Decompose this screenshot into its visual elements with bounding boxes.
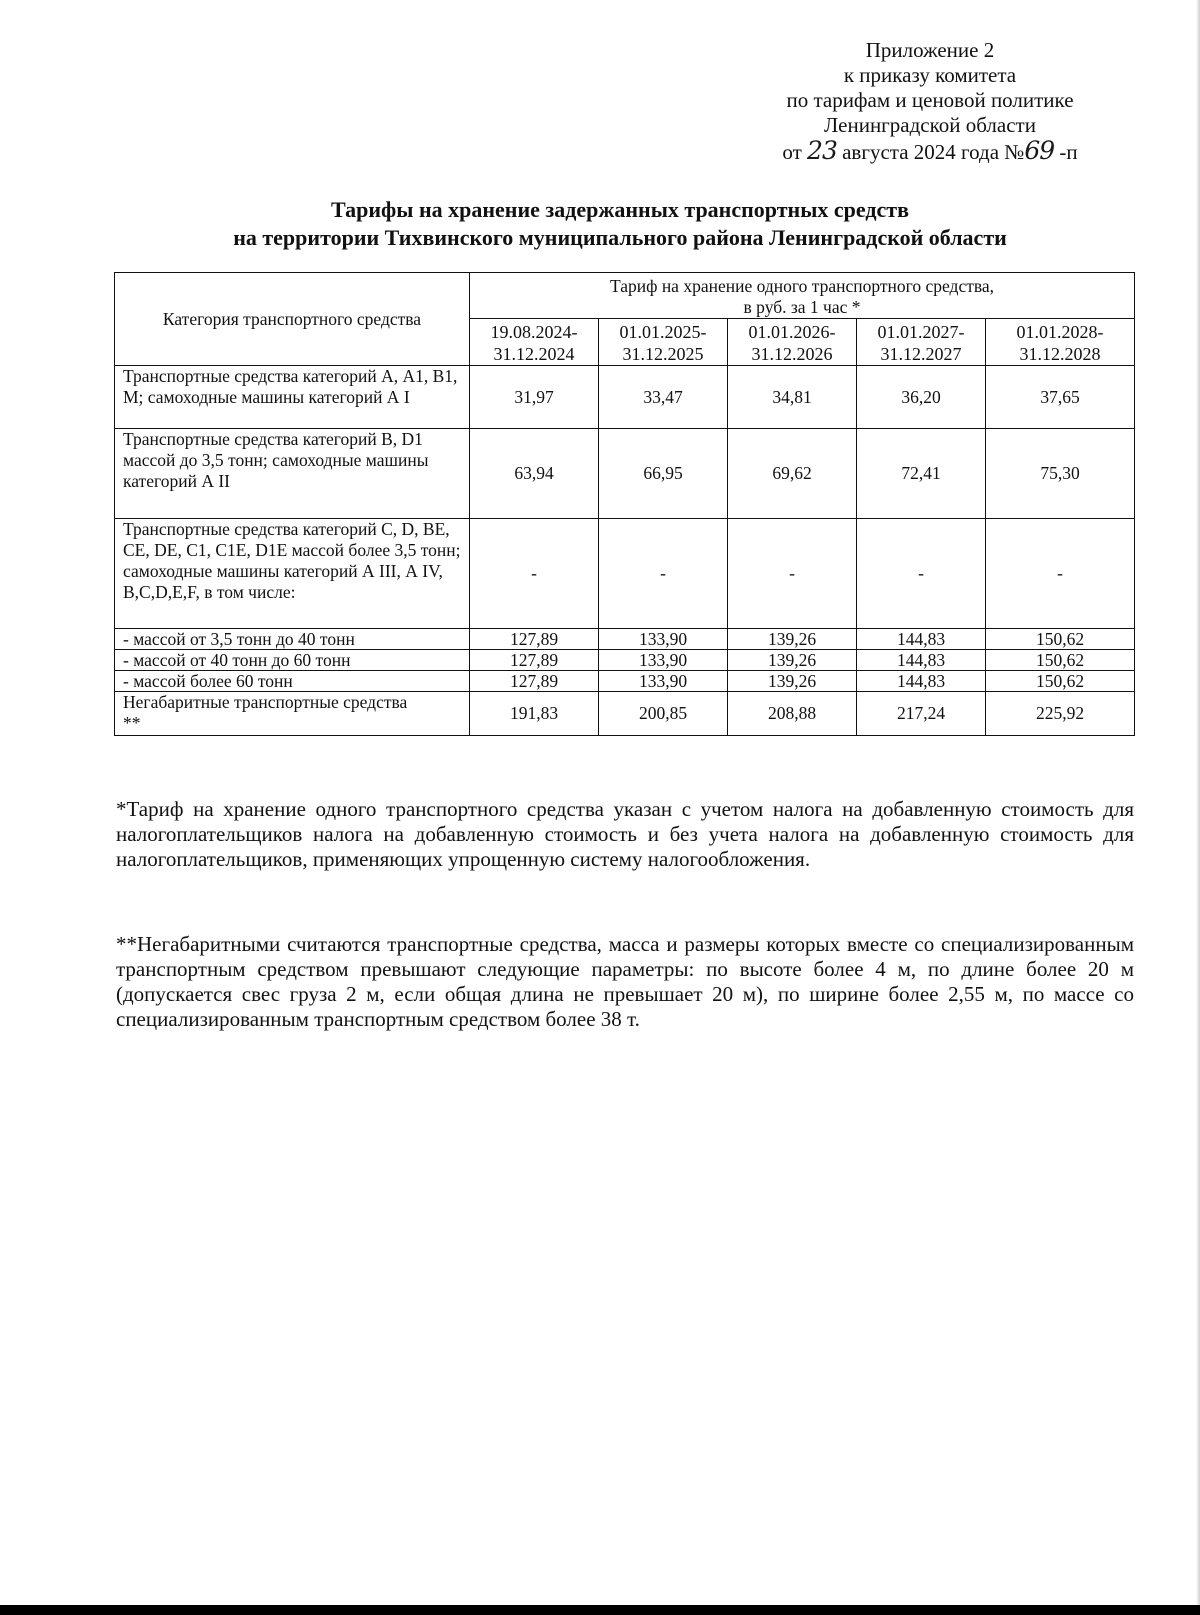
category-cell: - массой от 3,5 тонн до 40 тонн xyxy=(115,629,470,650)
period-end: 31.12.2027 xyxy=(880,344,962,364)
date-month-year: августа 2024 года № xyxy=(842,140,1025,164)
appendix-number: Приложение 2 xyxy=(865,38,995,62)
tariff-value: 66,95 xyxy=(599,429,728,519)
table-row xyxy=(115,366,1135,429)
order-suffix: -п xyxy=(1059,140,1078,164)
tariff-value: 36,20 xyxy=(857,366,986,429)
appendix-order-ref: к приказу комитета xyxy=(843,63,1017,87)
period-start: 01.01.2025- xyxy=(619,322,707,342)
table-row xyxy=(115,629,1135,650)
tariff-value: - xyxy=(986,519,1135,629)
tariff-value: 69,62 xyxy=(728,429,857,519)
tariff-value: - xyxy=(728,519,857,629)
period-start: 19.08.2024- xyxy=(490,322,578,342)
period-header xyxy=(857,319,986,366)
tariff-value: 217,24 xyxy=(857,692,986,736)
tariff-value: 208,88 xyxy=(728,692,857,736)
table-row xyxy=(115,671,1135,692)
tariff-value: 37,65 xyxy=(986,366,1135,429)
table-row xyxy=(115,429,1135,519)
period-start: 01.01.2027- xyxy=(877,322,965,342)
period-header xyxy=(599,319,728,366)
tariff-value: 139,26 xyxy=(728,629,857,650)
category-column-header: Категория транспортного средства xyxy=(115,273,470,366)
tariff-value: 127,89 xyxy=(470,671,599,692)
title-line-2: на территории Тихвинского муниципального района Ленинградской области xyxy=(233,225,1007,250)
scan-artifact xyxy=(66,0,90,4)
tariff-value: 144,83 xyxy=(857,650,986,671)
category-cell: - массой более 60 тонн xyxy=(115,671,470,692)
category-cell: - массой от 40 тонн до 60 тонн xyxy=(115,650,470,671)
category-cell: Транспортные средства категорий В, D1 массой до 3,5 тонн; самоходные машины категорий А II xyxy=(115,429,470,519)
tariff-value: 225,92 xyxy=(986,692,1135,736)
tariff-value: 75,30 xyxy=(986,429,1135,519)
appendix-region: Ленинградской области xyxy=(824,113,1036,137)
table-row xyxy=(115,519,1135,629)
period-start: 01.01.2028- xyxy=(1016,322,1104,342)
table-row xyxy=(115,692,1135,736)
tariff-value: 139,26 xyxy=(728,671,857,692)
tariff-value: 72,41 xyxy=(857,429,986,519)
tariff-value: 133,90 xyxy=(599,629,728,650)
tariff-header-line-2: в руб. за 1 час * xyxy=(743,296,861,317)
tariff-value: 34,81 xyxy=(728,366,857,429)
date-prefix: от xyxy=(782,140,802,164)
tariff-value: 63,94 xyxy=(470,429,599,519)
tariff-value: 31,97 xyxy=(470,366,599,429)
tariff-value: 150,62 xyxy=(986,671,1135,692)
period-end: 31.12.2025 xyxy=(622,344,704,364)
handwritten-order-number: 69 xyxy=(1024,136,1055,165)
tariff-value: 139,26 xyxy=(728,650,857,671)
tariff-value: 133,90 xyxy=(599,650,728,671)
tariff-header-line-1: Тариф на хранение одного транспортного средства, xyxy=(609,275,995,296)
period-start: 01.01.2026- xyxy=(748,322,836,342)
period-end: 31.12.2024 xyxy=(493,344,575,364)
tariff-value: 150,62 xyxy=(986,650,1135,671)
handwritten-day: 23 xyxy=(807,136,837,165)
tariff-value: 133,90 xyxy=(599,671,728,692)
tariff-value: - xyxy=(857,519,986,629)
table-row xyxy=(115,650,1135,671)
title-line-1: Тарифы на хранение задержанных транспортных средств xyxy=(331,197,909,222)
period-header xyxy=(728,319,857,366)
tariff-group-header xyxy=(470,273,1135,319)
scan-bottom-border xyxy=(0,1605,1200,1615)
vat-footnote: *Тариф на хранение одного транспортного средства указан с учетом налога на добавленную стоимость для налогоплательщиков налога на добавленную стоимость и без учета налога на добавленную стоимость для налогоплательщиков, применяющих упрощенную систему налогообложения. xyxy=(116,797,1134,871)
document-title xyxy=(100,196,1140,252)
tariff-value: 191,83 xyxy=(470,692,599,736)
tariff-value: 127,89 xyxy=(470,629,599,650)
tariff-value: - xyxy=(470,519,599,629)
tariff-value: 144,83 xyxy=(857,671,986,692)
category-cell: Транспортные средства категорий А, А1, В1, М; самоходные машины категорий А I xyxy=(115,366,470,429)
category-cell: Негабаритные транспортные средства ** xyxy=(115,692,470,736)
appendix-header xyxy=(720,38,1140,165)
tariff-value: 127,89 xyxy=(470,650,599,671)
category-cell: Транспортные средства категорий С, D, BE, CE, DE, C1, C1E, D1E массой более 3,5 тонн; самоходные машины категорий А III, А IV, B,C,D,E,F, в том числе: xyxy=(115,519,470,629)
tariff-table xyxy=(114,272,1135,736)
appendix-date-line xyxy=(720,138,1140,165)
period-header xyxy=(986,319,1135,366)
tariff-value: 150,62 xyxy=(986,629,1135,650)
period-header xyxy=(470,319,599,366)
period-end: 31.12.2026 xyxy=(751,344,833,364)
tariff-value: 200,85 xyxy=(599,692,728,736)
tariff-value: 144,83 xyxy=(857,629,986,650)
tariff-value: - xyxy=(599,519,728,629)
oversize-footnote: **Негабаритными считаются транспортные средства, масса и размеры которых вместе со специализированным транспортным средством превышают следующие параметры: по высоте более 4 м, по длине более 20 м (допускается свес груза 2 м, если общая длина не превышает 20 м), по ширине более 2,55 м, по массе со специализированным транспортным средством более 38 т. xyxy=(116,932,1134,1031)
tariff-value: 33,47 xyxy=(599,366,728,429)
appendix-committee: по тарифам и ценовой политике xyxy=(786,88,1074,112)
period-end: 31.12.2028 xyxy=(1019,344,1101,364)
scan-edge-shadow xyxy=(1196,0,1200,1615)
